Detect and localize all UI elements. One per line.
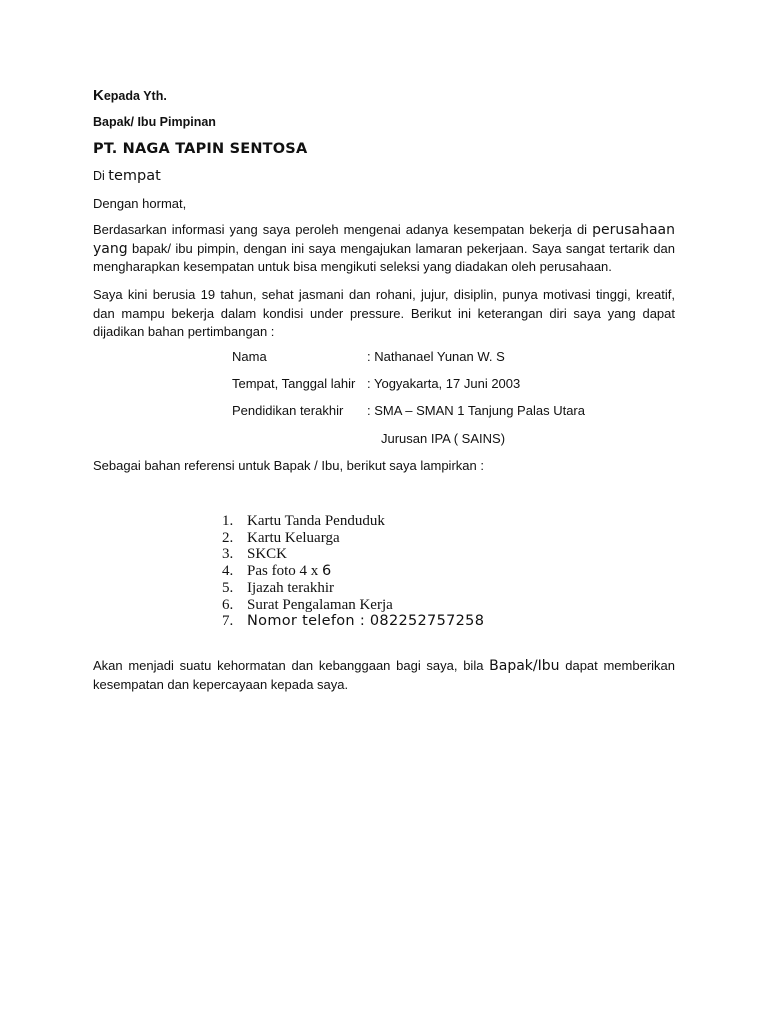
place-line <box>93 168 161 184</box>
paragraph-intro-part2: bapak/ ibu pimpin, dengan ini saya mengajukan lamaran pekerjaan. Saya sangat tertarik dan mengharapkan kesempatan untuk bisa mengikuti seleksi yang diadakan oleh perusahaan. <box>93 240 675 274</box>
recipient: Bapak/ Ibu Pimpinan <box>93 115 216 129</box>
list-item-extra: 6 <box>322 563 332 580</box>
list-item <box>222 580 484 597</box>
list-item-number: 7. <box>222 613 234 630</box>
attachment-list <box>222 513 484 630</box>
list-item <box>222 563 484 580</box>
list-item-number: 4. <box>222 563 234 580</box>
reference-text: Sebagai bahan referensi untuk Bapak / Ibu, berikut saya lampirkan : <box>93 458 484 473</box>
paragraph-closing-part1: Akan menjadi suatu kehormatan dan kebanggaan bagi saya, bila <box>93 658 490 673</box>
place: tempat <box>108 168 161 184</box>
list-item-text: SKCK <box>247 546 288 563</box>
detail-label-education: Pendidikan terakhir <box>232 403 344 418</box>
place-prefix: Di <box>93 169 109 183</box>
paragraph-closing-part2: dapat memberikan kesempatan dan kepercayaan kepada saya. <box>93 658 676 692</box>
list-item <box>222 546 484 563</box>
detail-value-birth: : Yogyakarta, 17 Juni 2003 <box>367 376 521 391</box>
salutation-rest: epada Yth. <box>103 89 167 103</box>
salutation-initial: K <box>93 87 104 104</box>
greeting: Dengan hormat, <box>93 196 187 211</box>
list-item-number: 1. <box>222 513 234 529</box>
list-item-number: 2. <box>222 529 234 546</box>
list-item-text: Pas foto 4 x <box>247 563 322 580</box>
paragraph-closing <box>93 657 675 694</box>
paragraph-intro <box>93 221 675 277</box>
detail-label-birth: Tempat, Tanggal lahir <box>232 376 356 391</box>
detail-label-name: Nama <box>232 349 267 364</box>
detail-value-name: : Nathanael Yunan W. S <box>367 349 505 364</box>
paragraph-intro-part1: Berdasarkan informasi yang saya peroleh mengenai adanya kesempatan bekerja di <box>93 222 593 237</box>
list-item-text: Ijazah terakhir <box>247 579 335 596</box>
company-name: PT. NAGA TAPIN SENTOSA <box>93 141 308 157</box>
list-item <box>222 530 484 547</box>
list-item-text: Nomor telefon : 082252757258 <box>247 613 485 630</box>
list-item <box>222 513 484 530</box>
detail-value-major: Jurusan IPA ( SAINS) <box>381 431 506 446</box>
paragraph-closing-highlight: Bapak/Ibu <box>489 658 560 674</box>
list-item-text: Kartu Tanda Penduduk <box>247 513 385 529</box>
list-item <box>222 597 484 614</box>
list-item <box>222 613 484 630</box>
salutation <box>93 87 167 104</box>
list-item-text: Surat Pengalaman Kerja <box>247 596 393 613</box>
list-item-number: 5. <box>222 579 234 596</box>
paragraph-about: Saya kini berusia 19 tahun, sehat jasmani dan rohani, jujur, disiplin, punya motivasi tinggi, kreatif, dan mampu bekerja dalam kondisi under pressure. Berikut ini keterangan diri saya yang dapat dijadikan bahan pertimbangan : <box>93 287 675 339</box>
paragraph-intro-highlight: perusahaan yang <box>93 222 675 257</box>
list-item-text: Kartu Keluarga <box>247 529 340 546</box>
list-item-number: 6. <box>222 596 234 613</box>
detail-value-education: : SMA – SMAN 1 Tanjung Palas Utara <box>367 403 585 418</box>
list-item-number: 3. <box>222 546 234 563</box>
